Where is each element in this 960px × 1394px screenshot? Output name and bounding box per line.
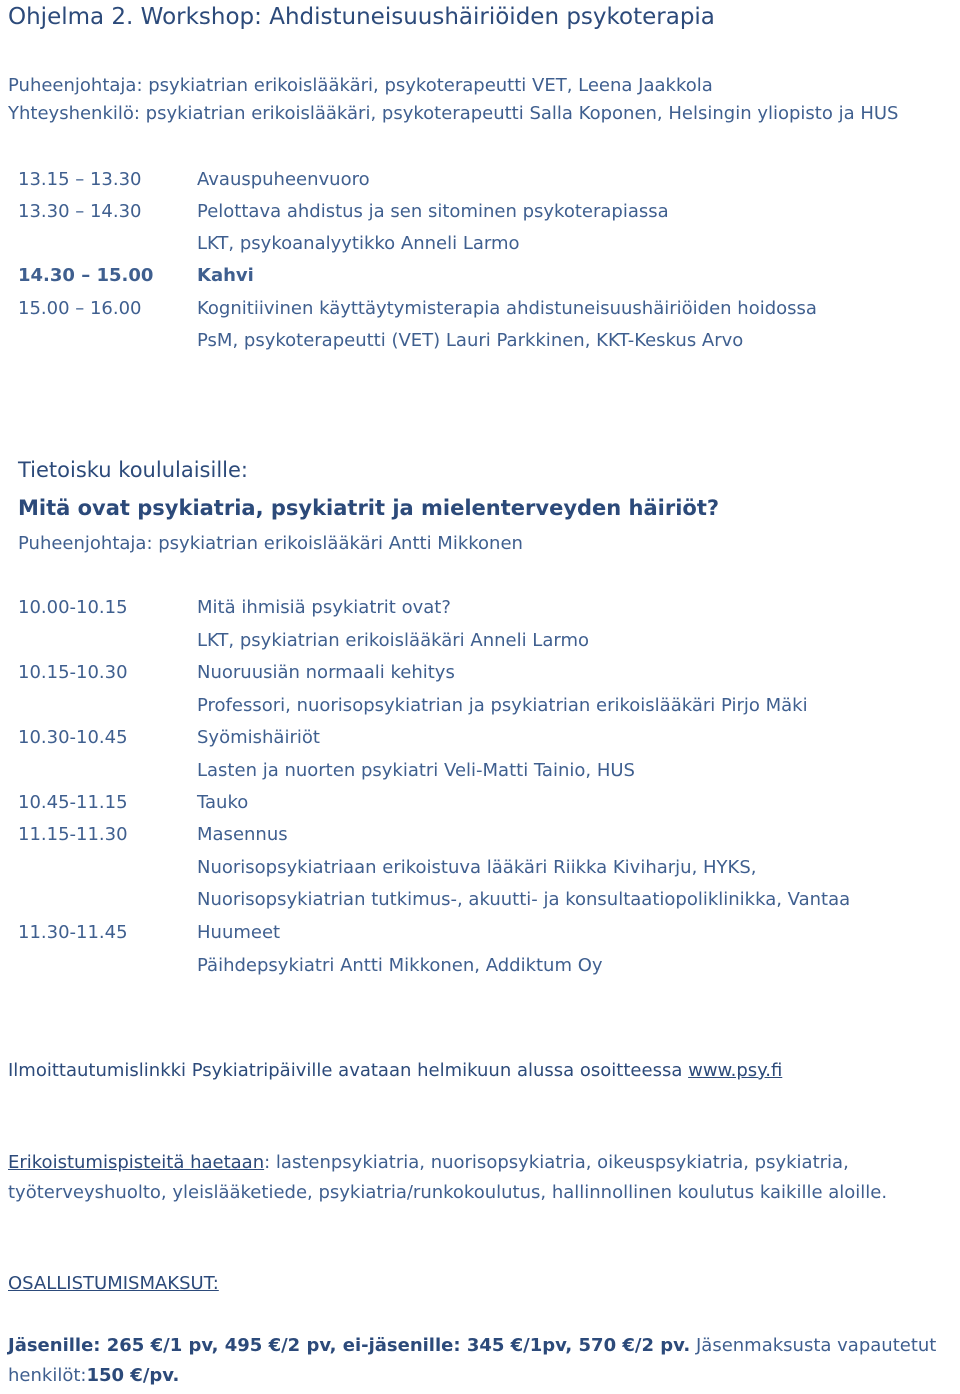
schedule-item: Masennus bbox=[197, 824, 288, 845]
registration-text: Ilmoittautumislinkki Psykiatripäiville avataan helmikuun alussa osoitteessa bbox=[8, 1060, 689, 1081]
contact-line: Yhteyshenkilö: psykiatrian erikoislääkäri, psykoterapeutti Salla Koponen, Helsingin yliopisto ja HUS bbox=[8, 103, 899, 124]
schedule-speaker: LKT, psykiatrian erikoislääkäri Anneli Larmo bbox=[197, 630, 589, 651]
schedule-speaker: Lasten ja nuorten psykiatri Veli-Matti Tainio, HUS bbox=[197, 760, 635, 781]
credits-line-1 bbox=[8, 1154, 849, 1172]
chair-line: Puheenjohtaja: psykiatrian erikoislääkäri, psykoterapeutti VET, Leena Jaakkola bbox=[8, 75, 713, 96]
schedule-item: Huumeet bbox=[197, 922, 281, 943]
schedule-time: 10.15-10.30 bbox=[18, 662, 128, 683]
schedule-time: 10.00-10.15 bbox=[18, 597, 128, 618]
schedule-speaker: Päihdepsykiatri Antti Mikkonen, Addiktum Oy bbox=[197, 955, 603, 976]
fees-line-2 bbox=[8, 1367, 179, 1385]
schedule-item: Kognitiivinen käyttäytymisterapia ahdistuneisuushäiriöiden hoidossa bbox=[197, 298, 817, 319]
schedule-item: Mitä ihmisiä psykiatrit ovat? bbox=[197, 597, 451, 618]
registration-link[interactable]: www.psy.fi bbox=[688, 1060, 783, 1081]
fees-heading: OSALLISTUMISMAKSUT: bbox=[8, 1273, 219, 1294]
schedule-speaker-affiliation: Nuorisopsykiatrian tutkimus-, akuutti- ja konsultaatiopoliklinikka, Vantaa bbox=[197, 889, 851, 910]
schedule-time: 15.00 – 16.00 bbox=[18, 298, 142, 319]
fees-line2-bold: 150 €/pv. bbox=[86, 1365, 180, 1386]
schedule-item: Nuoruusiän normaali kehitys bbox=[197, 662, 455, 683]
schedule-time: 11.15-11.30 bbox=[18, 824, 128, 845]
fees-line2-normal: henkilöt: bbox=[8, 1365, 87, 1386]
fees-normal: Jäsenmaksusta vapautetut bbox=[690, 1335, 937, 1356]
schedule-time: 14.30 – 15.00 bbox=[18, 265, 154, 286]
schedule-item: Kahvi bbox=[197, 265, 254, 286]
credits-text: : lastenpsykiatria, nuorisopsykiatria, oikeuspsykiatria, psykiatria, bbox=[264, 1152, 849, 1173]
page-title: Ohjelma 2. Workshop: Ahdistuneisuushäiriöiden psykoterapia bbox=[8, 4, 715, 30]
schedule-time: 10.30-10.45 bbox=[18, 727, 128, 748]
schedule-speaker: Nuorisopsykiatriaan erikoistuva lääkäri Riikka Kiviharju, HYKS, bbox=[197, 857, 757, 878]
fees-bold: Jäsenille: 265 €/1 pv, 495 €/2 pv, ei-jäsenille: 345 €/1pv, 570 €/2 pv. bbox=[8, 1335, 691, 1356]
registration-line bbox=[8, 1062, 782, 1080]
school-section-subtitle: Mitä ovat psykiatria, psykiatrit ja mielenterveyden häiriöt? bbox=[18, 496, 720, 520]
schedule-time: 13.30 – 14.30 bbox=[18, 201, 142, 222]
schedule-item: Tauko bbox=[197, 792, 249, 813]
schedule-speaker: PsM, psykoterapeutti (VET) Lauri Parkkinen, KKT-Keskus Arvo bbox=[197, 330, 744, 351]
schedule-speaker: Professori, nuorisopsykiatrian ja psykiatrian erikoislääkäri Pirjo Mäki bbox=[197, 695, 808, 716]
credits-line-2: työterveyshuolto, yleislääketiede, psykiatria/runkokoulutus, hallinnollinen koulutus kaikille aloille. bbox=[8, 1182, 888, 1203]
school-section-title: Tietoisku koululaisille: bbox=[18, 458, 248, 482]
schedule-time: 11.30-11.45 bbox=[18, 922, 128, 943]
schedule-time: 13.15 – 13.30 bbox=[18, 169, 142, 190]
school-chair: Puheenjohtaja: psykiatrian erikoislääkäri Antti Mikkonen bbox=[18, 533, 523, 554]
schedule-item: Syömishäiriöt bbox=[197, 727, 320, 748]
schedule-item: Pelottava ahdistus ja sen sitominen psykoterapiassa bbox=[197, 201, 669, 222]
schedule-speaker: LKT, psykoanalyytikko Anneli Larmo bbox=[197, 233, 520, 254]
schedule-time: 10.45-11.15 bbox=[18, 792, 128, 813]
fees-line-1 bbox=[8, 1337, 936, 1355]
credits-label: Erikoistumispisteitä haetaan bbox=[8, 1152, 265, 1173]
schedule-item: Avauspuheenvuoro bbox=[197, 169, 370, 190]
